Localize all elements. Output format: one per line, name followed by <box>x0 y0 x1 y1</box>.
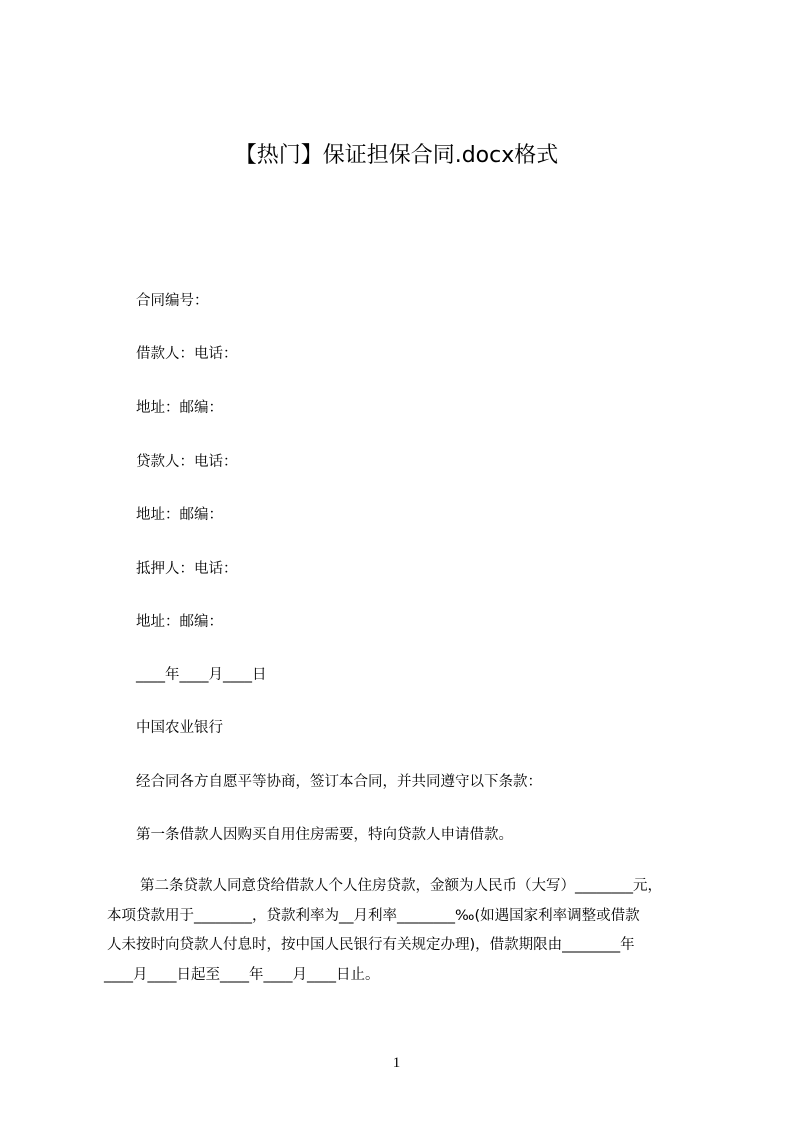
date-line: ____年____月____日 <box>136 667 267 683</box>
document-title: 【热门】保证担保合同.docx格式 <box>234 143 559 168</box>
contract-number-line: 合同编号： <box>136 293 209 309</box>
article-2-paragraph <box>104 872 704 990</box>
lender-line: 贷款人：电话： <box>136 454 238 470</box>
borrower-line: 借款人：电话： <box>136 346 238 362</box>
article-2-line-1: 第二条贷款人同意贷给借款人个人住房贷款，金额为人民币（大写）________元， <box>140 878 662 894</box>
borrower-address-line: 地址：邮编： <box>136 400 223 416</box>
article-2-line-3: 人未按时向贷款人付息时，按中国人民银行有关规定办理)，借款期限由________年 <box>107 937 635 953</box>
article-2-line-2: 本项贷款用于________，贷款利率为__月利率________‰(如遇国家利率调整或借款 <box>107 907 640 924</box>
page-number: 1 <box>392 1055 401 1071</box>
article-1-line: 第一条借款人因购买自用住房需要，特向贷款人申请借款。 <box>136 827 513 843</box>
mortgagor-line: 抵押人：电话： <box>136 561 238 577</box>
agreement-intro-line: 经合同各方自愿平等协商，签订本合同，并共同遵守以下条款： <box>136 774 542 790</box>
lender-address-line: 地址：邮编： <box>136 507 223 523</box>
bank-name-line: 中国农业银行 <box>136 720 223 736</box>
mortgagor-address-line: 地址：邮编： <box>136 614 223 630</box>
article-2-line-4: ____月____日起至____年____月____日止。 <box>104 966 380 983</box>
